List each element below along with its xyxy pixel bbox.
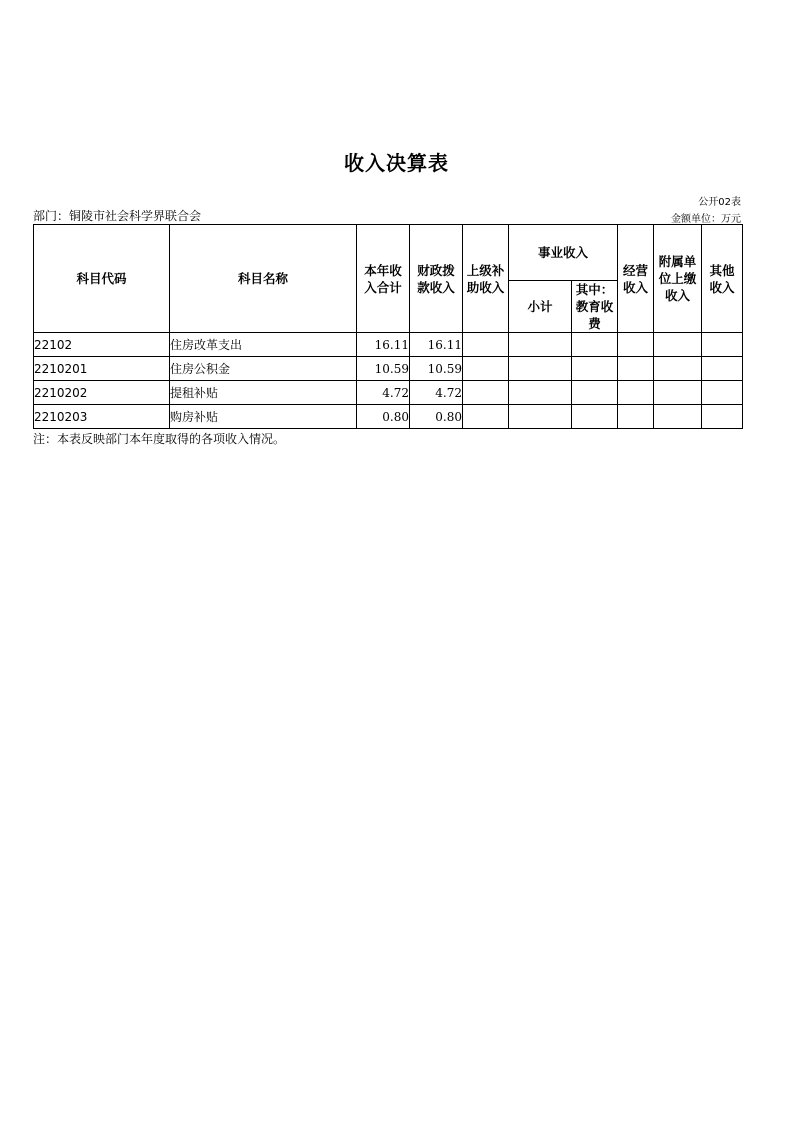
header-subtotal: 小计 — [509, 281, 572, 333]
table-row — [34, 357, 743, 381]
header-name: 科目名称 — [170, 225, 357, 333]
header-fiscal: 财政拨款收入 — [410, 225, 463, 333]
footnote: 注：本表反映部门本年度取得的各项收入情况。 — [33, 432, 286, 446]
row-total: 16.11 — [357, 333, 410, 357]
page-title: 收入决算表 — [344, 151, 449, 175]
row-code: 2210201 — [34, 357, 170, 381]
row-name: 住房改革支出 — [170, 333, 357, 357]
table-row — [34, 405, 743, 429]
header-superior: 上级补助收入 — [463, 225, 509, 333]
table-row — [34, 333, 743, 357]
row-name: 住房公积金 — [170, 357, 357, 381]
income-table — [33, 224, 743, 429]
form-number: 公开02表 — [698, 197, 741, 208]
row-total: 10.59 — [357, 357, 410, 381]
header-operating: 经营收入 — [618, 225, 654, 333]
row-fiscal: 0.80 — [410, 405, 463, 429]
row-name: 购房补贴 — [170, 405, 357, 429]
header-business: 事业收入 — [509, 225, 618, 281]
row-code: 2210202 — [34, 381, 170, 405]
row-total: 4.72 — [357, 381, 410, 405]
row-fiscal: 16.11 — [410, 333, 463, 357]
header-code: 科目代码 — [34, 225, 170, 333]
department-label: 部门：铜陵市社会科学界联合会 — [33, 209, 202, 223]
header-other: 其他收入 — [702, 225, 743, 333]
row-name: 提租补贴 — [170, 381, 357, 405]
row-total: 0.80 — [357, 405, 410, 429]
table-row — [34, 381, 743, 405]
row-code: 2210203 — [34, 405, 170, 429]
row-fiscal: 4.72 — [410, 381, 463, 405]
header-total: 本年收入合计 — [357, 225, 410, 333]
amount-unit-label: 金额单位：万元 — [671, 214, 741, 225]
header-affiliated: 附属单位上缴收入 — [654, 225, 702, 333]
row-fiscal: 10.59 — [410, 357, 463, 381]
row-code: 22102 — [34, 333, 170, 357]
header-education: 其中：教育收费 — [572, 281, 618, 333]
